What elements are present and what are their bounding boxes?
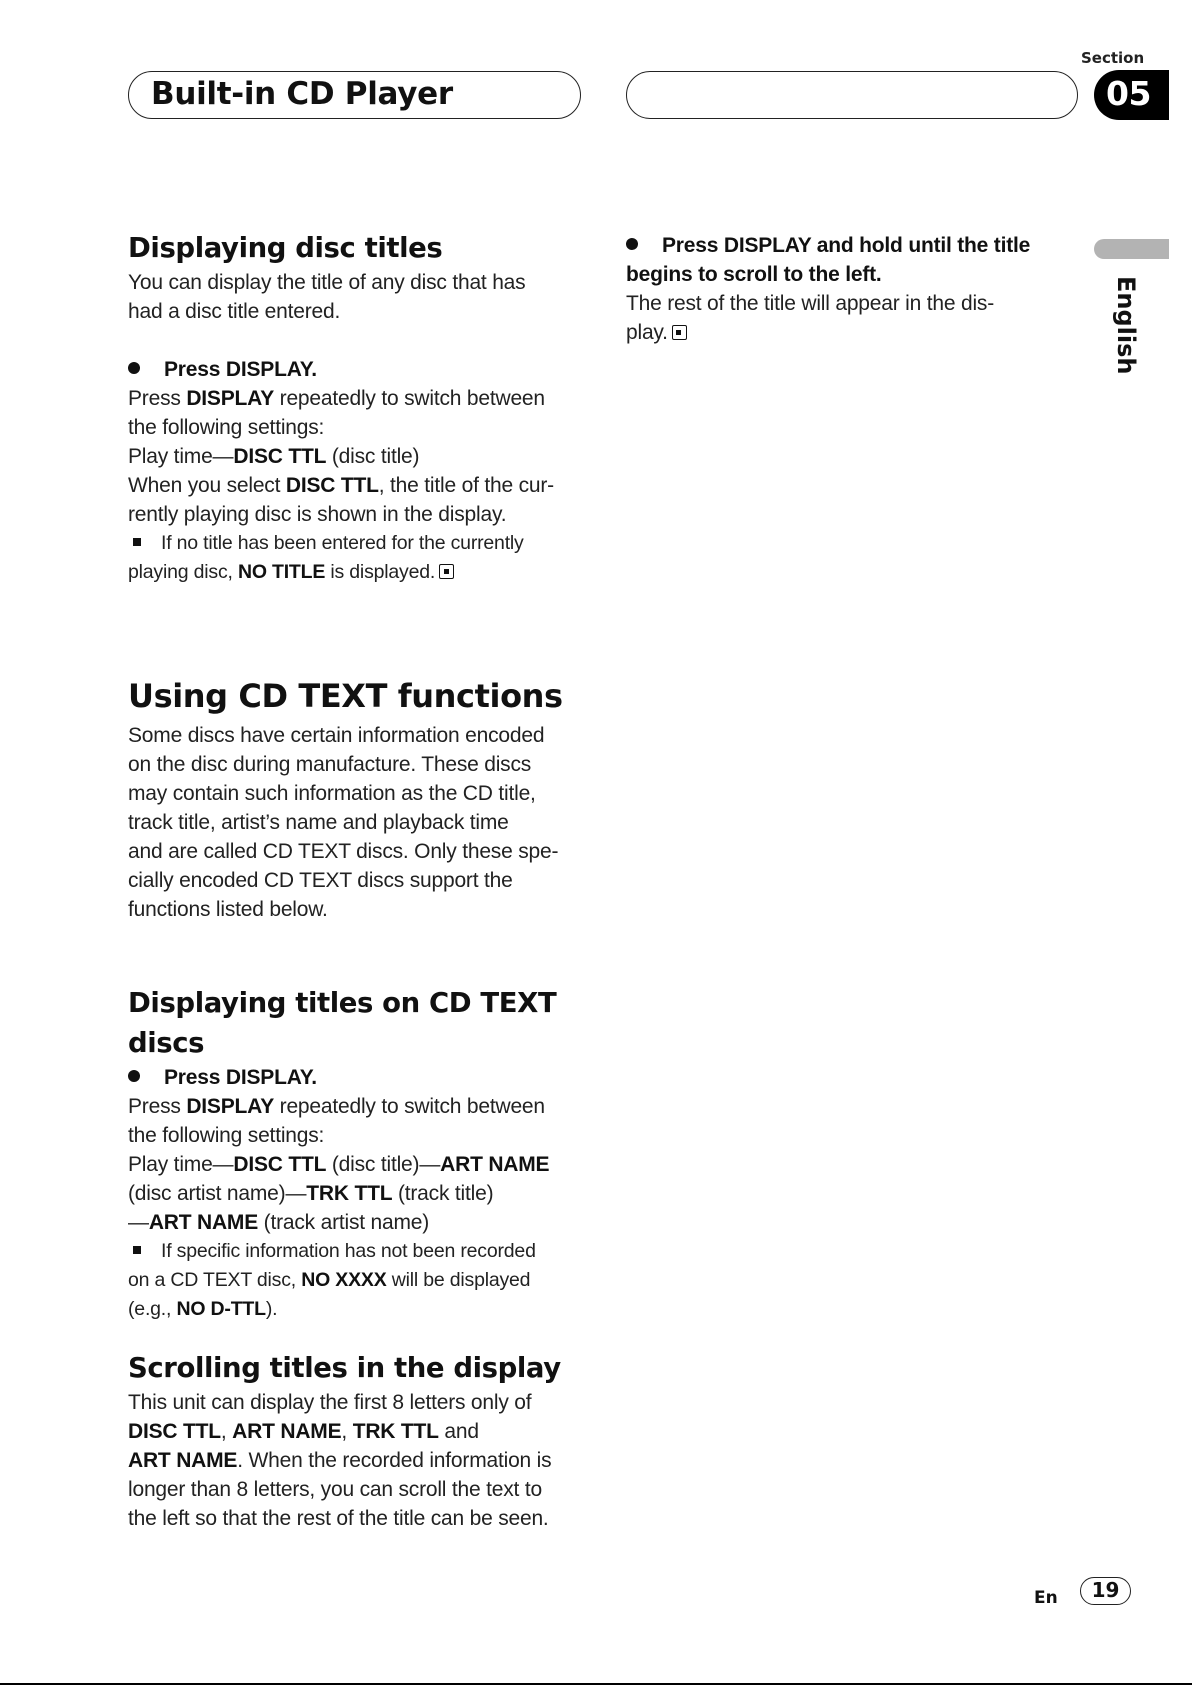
language-tab-label: English	[1112, 276, 1140, 375]
paragraph-line: longer than 8 letters, you can scroll the text to	[128, 1478, 542, 1501]
paragraph-line: play.	[626, 318, 1081, 347]
chapter-heading: Using CD TEXT functions	[128, 677, 563, 715]
paragraph-line: (disc artist name)—TRK TTL (track title)	[128, 1182, 494, 1205]
paragraph-line: the following settings:	[128, 1124, 325, 1147]
note-line: on a CD TEXT disc, NO XXXX will be displayed	[128, 1269, 531, 1291]
paragraph-line: track title, artist’s name and playback time	[128, 811, 509, 834]
bullet-icon	[128, 362, 140, 374]
page-title: Built-in CD Player	[151, 76, 453, 112]
paragraph-line: Play time—DISC TTL (disc title)—ART NAME	[128, 1153, 550, 1176]
paragraph-line: had a disc title entered.	[128, 300, 341, 323]
paragraph-line: Some discs have certain information encoded	[128, 724, 545, 747]
right-column-scroll-step	[626, 231, 1081, 347]
paragraph-line: Press DISPLAY repeatedly to switch between	[128, 1095, 545, 1118]
section-heading: Displaying disc titles	[128, 232, 443, 264]
page-number: 19	[1080, 1577, 1131, 1605]
end-of-section-icon	[672, 325, 687, 340]
section-number: 05	[1106, 74, 1151, 113]
paragraph-line: You can display the title of any disc that has	[128, 271, 526, 294]
section-heading: Scrolling titles in the display	[128, 1352, 561, 1384]
bullet-icon	[128, 1070, 140, 1082]
paragraph-line: the left so that the rest of the title can be seen.	[128, 1507, 549, 1530]
paragraph-line: Press DISPLAY repeatedly to switch between	[128, 387, 545, 410]
paragraph-line: Play time—DISC TTL (disc title)	[128, 445, 420, 468]
section-scrolling-titles	[128, 1348, 598, 1533]
paragraph-line: the following settings:	[128, 416, 325, 439]
paragraph-line: may contain such information as the CD title,	[128, 782, 536, 805]
step-instruction: Press DISPLAY.	[128, 355, 598, 384]
paragraph-line: —ART NAME (track artist name)	[128, 1211, 430, 1234]
section-heading: Displaying titles on CD TEXT discs	[128, 987, 557, 1059]
section-displaying-disc-titles	[128, 228, 598, 587]
step-instruction-cont: begins to scroll to the left.	[626, 263, 882, 286]
section-titles-on-cd-text	[128, 983, 598, 1324]
paragraph-line: cially encoded CD TEXT discs support the	[128, 869, 513, 892]
paragraph-line: When you select DISC TTL, the title of the cur-	[128, 474, 554, 497]
section-label: Section	[1081, 49, 1145, 67]
paragraph-line: This unit can display the first 8 letters only of	[128, 1391, 532, 1414]
paragraph-line: functions listed below.	[128, 898, 328, 921]
note-line: If specific information has not been recorded	[128, 1237, 598, 1266]
section-number-tab	[1094, 70, 1169, 120]
step-instruction: Press DISPLAY.	[128, 1063, 598, 1092]
language-tab-bar	[1094, 239, 1169, 259]
bullet-icon	[626, 238, 638, 250]
header-title-frame	[128, 71, 581, 119]
note-square-icon	[133, 1246, 141, 1254]
end-of-section-icon	[439, 564, 454, 579]
step-instruction: Press DISPLAY and hold until the title	[626, 231, 1081, 260]
paragraph-line: The rest of the title will appear in the dis-	[626, 292, 995, 315]
paragraph-line: and are called CD TEXT discs. Only these spe-	[128, 840, 559, 863]
paragraph-line: on the disc during manufacture. These discs	[128, 753, 532, 776]
footer-language: En	[1034, 1588, 1058, 1608]
paragraph-line: DISC TTL, ART NAME, TRK TTL and	[128, 1420, 479, 1443]
note-line: playing disc, NO TITLE is displayed.	[128, 558, 598, 587]
note-square-icon	[133, 538, 141, 546]
paragraph-line: ART NAME. When the recorded information is	[128, 1449, 552, 1472]
header-blank-frame	[626, 71, 1078, 119]
note-line: (e.g., NO D-TTL).	[128, 1298, 278, 1320]
section-using-cd-text	[128, 674, 598, 924]
paragraph-line: rently playing disc is shown in the display.	[128, 503, 507, 526]
note-line: If no title has been entered for the currently	[128, 529, 598, 558]
